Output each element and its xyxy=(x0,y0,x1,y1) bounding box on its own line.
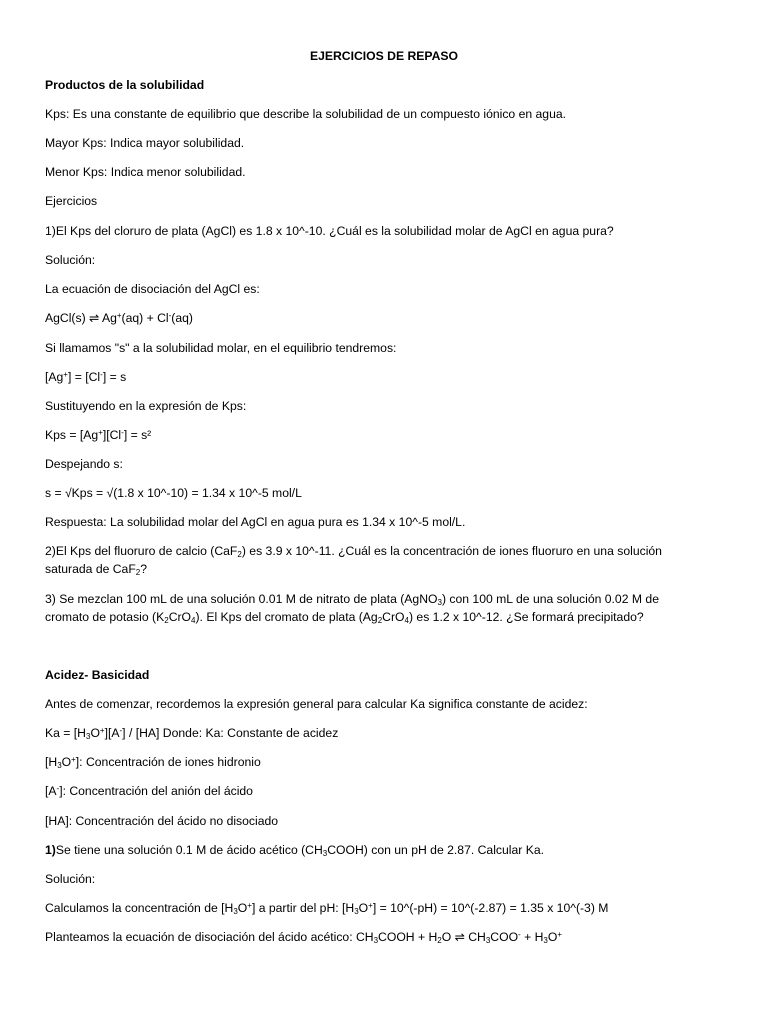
respuesta-text: Respuesta: La solubilidad molar del AgCl en agua pura es 1.34 x 10^-5 mol/L. xyxy=(45,515,466,529)
despejando-text: Despejando s: xyxy=(45,457,123,471)
question-2-line-1: 2)El Kps del fluoruro de calcio (CaF$_2$) es 3.9 x 10^-11. ¿Cuál es la concentración de iones fluoruro en una solución xyxy=(45,544,662,559)
ecuacion-intro: La ecuación de disociación del AgCl es: xyxy=(45,282,260,296)
acetic-dissociation: Planteamos la ecuación de disociación del ácido acético: $CH_3COOH + H_2O$ ⇌ $CH_3COO^- + H_3O^+$ xyxy=(45,930,563,945)
question-3-line-1: 3) Se mezclan 100 mL de una solución 0.01 M de nitrato de plata (AgNO$_3$) con 100 mL de una solución 0.02 M de xyxy=(45,592,659,607)
solucion-label: Solución: xyxy=(45,253,96,267)
concentration-equation: [Ag+] = [Cl-] = s xyxy=(45,370,127,384)
question-3-line-2: cromato de potasio $(K_2CrO_4)$. El Kps del cromato de plata $(Ag_2CrO_4)$ es 1.2 x 10^-12. ¿Se formará precipitado? xyxy=(45,610,644,625)
acid-question-1: 1)Se tiene una solución 0.1 M de ácido acético $(CH_3COOH)$ con un pH de 2.87. Calcular Ka. xyxy=(45,843,545,858)
section-heading-acidez: Acidez- Basicidad xyxy=(45,668,150,682)
question-1: 1)El Kps del cloruro de plata (AgCl) es 1.8 x 10^-10. ¿Cuál es la solubilidad molar de AgCl en agua pura? xyxy=(45,224,614,238)
acid-solucion-label: Solución: xyxy=(45,872,96,886)
kps-definition: Kps: Es una constante de equilibrio que describe la solubilidad de un compuesto iónico en agua. xyxy=(45,107,567,121)
h3o-calculation: Calculamos la concentración de $[H_3O^+]$ a partir del pH: $[H_3O^+]$ = 10^(-pH) = 10^(-2.87) = 1.35 x 10^(-3) M xyxy=(45,901,609,916)
document-title: EJERCICIOS DE REPASO xyxy=(309,49,459,63)
mayor-kps: Mayor Kps: Indica mayor solubilidad. xyxy=(45,136,245,150)
s-calculation: s = √Kps = √(1.8 x 10^-10) = 1.34 x 10^-5 mol/L xyxy=(45,486,302,500)
llamamos-text: Si llamamos "s" a la solubilidad molar, en el equilibrio tendremos: xyxy=(45,341,397,355)
h3o-definition: $[H_3O^+]$: Concentración de iones hidronio xyxy=(45,755,261,770)
sustituyendo-text: Sustituyendo en la expresión de Kps: xyxy=(45,399,247,413)
question-2-line-2: saturada de CaF$_2$? xyxy=(45,562,148,577)
kps-expression: Kps = [Ag+][Cl-] = s² xyxy=(45,428,152,442)
ha-definition: [HA]: Concentración del ácido no disociado xyxy=(45,814,279,828)
menor-kps: Menor Kps: Indica menor solubilidad. xyxy=(45,165,246,179)
antes-text: Antes de comenzar, recordemos la expresión general para calcular Ka significa constante de acidez: xyxy=(45,697,588,711)
section-heading-solubilidad: Productos de la solubilidad xyxy=(45,78,205,92)
ejercicios-label: Ejercicios xyxy=(45,194,98,208)
anion-definition: [A-]: Concentración del anión del ácido xyxy=(45,784,253,798)
dissociation-equation: AgCl(s) ⇌ Ag+(aq) + Cl-(aq) xyxy=(45,311,193,325)
ka-expression: $Ka = [H_3O^+][A^-] / [HA]$ Donde: Ka: Constante de acidez xyxy=(45,726,339,741)
